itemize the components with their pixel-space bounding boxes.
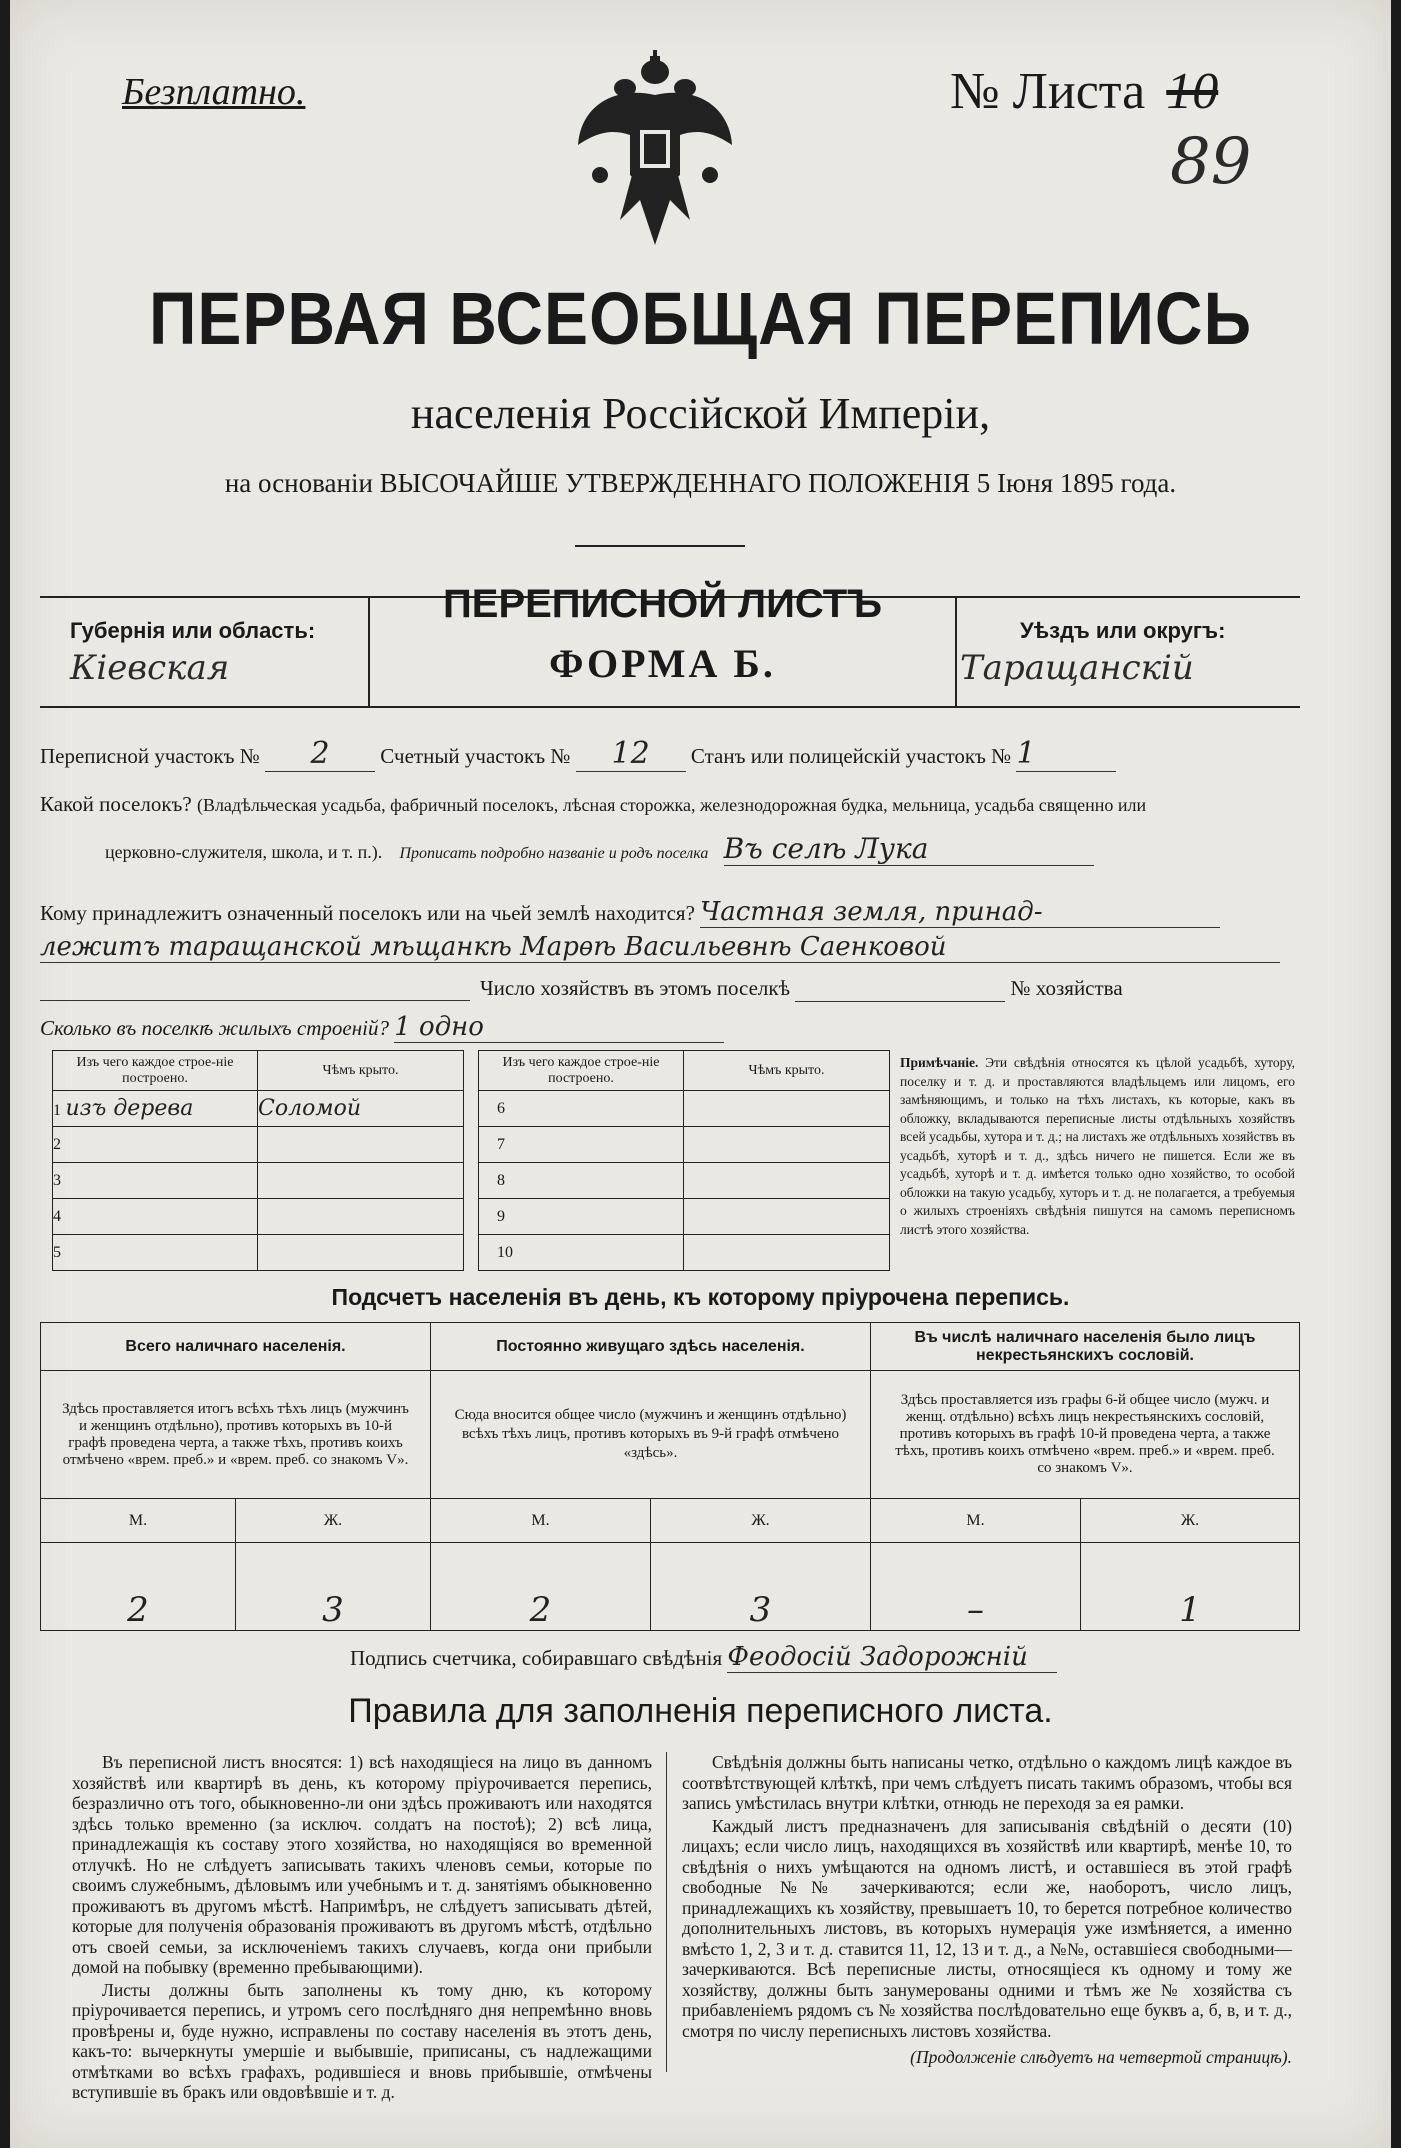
pop-col1-title: Всего наличнаго населенія. (41, 1323, 431, 1371)
table-row: 5 (53, 1235, 464, 1271)
title-divider (575, 545, 745, 547)
district-numbers-row (40, 736, 1300, 770)
settlement-label: Какой поселокъ? (40, 792, 192, 816)
pop-col2-text: Сюда вносится общее число (мужчинъ и женщинъ отдѣльно) всѣхъ тѣхъ лицъ, противъ которыхъ въ 9-й графѣ отмѣчено «здѣсь». (431, 1371, 871, 1499)
rules-left-p1: Въ переписной листъ вносятся: 1) всѣ находящіеся на лицо въ данномъ хозяйствѣ или квартирѣ въ день, къ которому пріурочивается перепись, безразлично отъ того, обыкновенно-ли они здѣсь проживаютъ или находятся здѣсь только временно (за исключ. солдатъ на постоѣ); 2) всѣ лица, принадлежащія къ составу этого хозяйства, но находящіяся во временной отлучкѣ. Но не слѣдуетъ записывать такихъ членовъ семьи, которые по своимъ служебнымъ, дѣловымъ или учебнымъ и т. д. занятіямъ обыкновенно проживаютъ въ другомъ мѣстѣ. Напримѣръ, не слѣдуетъ записывать дѣтей, которые для полученія образованія проживаютъ въ другомъ мѣстѣ, отдѣльно отъ своей семьи, за исключеніемъ такихъ случаевъ, когда они прибыли домой на побывку (временно пребывающими). (72, 1752, 652, 1977)
rules-column-divider (666, 1752, 667, 2072)
rules-left-column (72, 1752, 652, 2103)
table-row: 8 (479, 1163, 890, 1199)
owner-value-1: Частная земля, принад- (700, 897, 1220, 928)
note-title: Примѣчаніе. (900, 1055, 979, 1070)
population-table: Всего наличнаго населенія. Постоянно живущаго здѣсь населенія. Въ числѣ наличнаго населенія было лицъ некрестьянскихъ сословій. Здѣсь проставляется итогъ всѣхъ тѣхъ лицъ (мужчинъ и женщинъ отдѣльно), противъ которыхъ въ 10-й графѣ проведена черта, а также тѣхъ, противъ коихъ отмѣчено «врем. преб.» и «врем. преб. со знакомъ V». Сюда вносится общее число (мужчинъ и женщинъ отдѣльно) всѣхъ тѣхъ лицъ, противъ которыхъ въ 9-й графѣ отмѣчено «здѣсь». Здѣсь проставляется изъ графы 6-й общее число (мужч. и женщ. отдѣльно) всѣхъ лицъ некрестьянскихъ сословій, противъ которыхъ въ графѣ 10-й проведена черта, а также тѣхъ, противъ коихъ отмѣчено «врем. преб.» и «врем. преб. со знакомъ V». М. Ж. М. Ж. М. Ж. 2 3 2 3 – 1 (40, 1322, 1300, 1631)
pop-value: 1 (1081, 1543, 1300, 1631)
sheet-number-handwritten: 89 (1170, 125, 1252, 199)
rules-right-p1: Свѣдѣнія должны быть написаны четко, отдѣльно о каждомъ лицѣ каждое въ соотвѣтствующей клѣткѣ, при чемъ слѣдуетъ писать такимъ образомъ, чтобы вся запись умѣстилась внутри клѣтки, отнюдь не переходя за ея рамки. (682, 1752, 1292, 1813)
households-value (795, 976, 1005, 1002)
table-row: 1 изъ дерева Соломой (53, 1091, 464, 1127)
table-row: 9 (479, 1199, 890, 1235)
pop-value: – (871, 1543, 1081, 1631)
households-row (480, 976, 1123, 1002)
form-title: ПЕРЕПИСНОЙ ЛИСТЪ (443, 582, 882, 626)
stan-label: Станъ или полицейскій участокъ № (690, 744, 1012, 768)
pop-values-row (41, 1543, 1300, 1631)
population-heading: Подсчетъ населенія въ день, къ которому пріурочена перепись. (331, 1284, 1070, 1310)
count-district-label: Счетный участокъ № (380, 744, 571, 768)
table-row: 4 (53, 1199, 464, 1235)
owner-label: Кому принадлежитъ означенный поселокъ или на чьей землѣ находится? (40, 901, 695, 925)
province-label: Губернія или область: (70, 618, 316, 643)
district-value: Таращанскій (960, 648, 1194, 688)
free-label: Безплатно. (122, 71, 306, 113)
owner-row-1 (40, 897, 1300, 928)
households-label: Число хозяйствъ въ этомъ поселкѣ (480, 976, 790, 1000)
pop-value: 2 (41, 1543, 236, 1631)
document-basis: на основаніи ВЫСОЧАЙШЕ УТВЕРЖДЕННАГО ПОЛОЖЕНІЯ 5 Іюня 1895 года. (224, 468, 1177, 498)
rules-right-column (682, 1752, 1292, 2068)
pop-zh-header: Ж. (236, 1499, 431, 1543)
form-subtitle: ФОРМА Б. (549, 641, 776, 686)
table-row: 2 (53, 1127, 464, 1163)
buildings-note (900, 1054, 1295, 1239)
table-row: 3 (53, 1163, 464, 1199)
owner-value-2: лежитъ таращанской мѣщанкѣ Марѳѣ Васильевнѣ Саенковой (40, 932, 1280, 963)
census-district-label: Переписной участокъ № (40, 744, 260, 768)
settlement-value: Въ селѣ Лука (724, 832, 1094, 866)
table-row: 7 (479, 1127, 890, 1163)
buildings-table-left (52, 1050, 464, 1271)
signature-label: Подпись счетчика, собиравшаго свѣдѣнія (350, 1646, 723, 1670)
rules-right-p2: Каждый листъ предназначенъ для записыванія свѣдѣній о десяти (10) лицахъ; если число лицъ, находящихся въ хозяйствѣ или квартирѣ, менѣе 10, то свѣдѣнія о нихъ умѣщаются на одномъ листѣ, и оставшіеся въ этой графѣ свободные №№ зачеркиваются; если же, наоборотъ, число лицъ, принадлежащихъ къ хозяйству, превышаетъ 10, то берется потребное количество дополнительныхъ листовъ, въ которыхъ нумерація уже измѣняется, а именно вмѣсто 1, 2, 3 и т. д. ставится 11, 12, 13 и т. д., а №№, оставшіеся свободными—зачеркиваются. Всѣ переписные листы, относящіеся къ одному и тому же хозяйству, должны быть занумерованы одними и тѣмъ же № хозяйства съ прибавленіемъ рядомъ съ № хозяйства послѣдовательно еще буквъ а, б, в, и т. д., смотря по числу переписныхъ листовъ хозяйства. (682, 1815, 1292, 2041)
household-no-label: № хозяйства (1010, 976, 1123, 1000)
pop-col3-title: Въ числѣ наличнаго населенія было лицъ некрестьянскихъ сословій. (871, 1323, 1300, 1371)
province-value: Кіевская (70, 648, 230, 688)
settlement-hint-2: церковно-служителя, школа, и т. п.). (105, 842, 383, 862)
signature-value: Феодосій Задорожній (727, 1642, 1057, 1673)
buildings-label: Сколько въ поселкѣ жилыхъ строеній? (40, 1016, 389, 1040)
table-row: 6 (479, 1091, 890, 1127)
buildings-value: 1 одно (394, 1012, 724, 1043)
stan-value: 1 (1016, 736, 1116, 772)
count-district-value: 12 (576, 736, 686, 772)
pop-col3-text: Здѣсь проставляется изъ графы 6-й общее число (мужч. и женщ. отдѣльно) всѣхъ лицъ некрестьянскихъ сословій, противъ которыхъ въ графѣ 10-й проведена черта, а также тѣхъ, противъ коихъ отмѣчено «врем. преб.» и «врем. преб. со знакомъ V». (871, 1371, 1300, 1499)
buildings-table-right: Изъ чего каждое строе-ніе построено. Чѣмъ крыто. 6 7 8 9 10 (478, 1050, 890, 1271)
district-label: Уѣздъ или округъ: (1020, 618, 1226, 643)
sheet-number (950, 62, 1218, 121)
document-title: ПЕРВАЯ ВСЕОБЩАЯ ПЕРЕПИСЬ (148, 276, 1253, 360)
pop-col1-text: Здѣсь проставляется итогъ всѣхъ тѣхъ лицъ (мужчинъ и женщинъ отдѣльно), противъ которыхъ въ 10-й графѣ проведена черта, а также тѣхъ, противъ коихъ отмѣчено «врем. преб.» и «врем. преб. со знакомъ V». (41, 1371, 431, 1499)
table-row: 10 (479, 1235, 890, 1271)
households-left-line (40, 1000, 470, 1001)
document-subtitle: населенія Россійской Имперіи, (410, 389, 991, 438)
note-text: Эти свѣдѣнія относятся къ цѣлой усадьбѣ, хутору, поселку и т. д. и проставляются владѣльцемъ или лицомъ, его замѣняющимъ, и только на тѣхъ листахъ, къ которые, какъ въ обложку, вкладываются переписные листы отдѣльныхъ хозяйствъ всей усадьбы, хутора и т. д.; на листахъ же отдѣльныхъ хозяйствъ въ усадьбѣ, хуторѣ и т. д., здѣсь ничего не пишется. Если же въ усадьбѣ, хуторѣ и т. д. имѣется только одно хозяйство, то особой обложки на такую усадьбу, хуторъ и т. д. не полагается, а требуемыя о жилыхъ строеніяхъ свѣдѣнія пишутся на самомъ переписномъ листѣ этого хозяйства. (900, 1055, 1295, 1237)
buildings-col-roof: Чѣмъ крыто. (258, 1051, 464, 1091)
rules-continued: (Продолженіе слѣдуетъ на четвертой страницѣ). (910, 2047, 1292, 2067)
sheet-number-printed: 10 (1166, 63, 1219, 120)
settlement-hint-3: Прописать подробно названіе и родъ поселка (399, 845, 709, 862)
section-bottom-rule (40, 706, 1300, 708)
census-district-value: 2 (265, 736, 375, 772)
settlement-row-2 (105, 832, 1300, 866)
imperial-eagle-emblem-icon (570, 50, 740, 250)
buildings-row (40, 1012, 724, 1043)
census-form-sheet (10, 0, 1391, 2148)
signature-row (350, 1642, 1057, 1673)
rules-title: Правила для заполненія переписного листа. (348, 1692, 1053, 1730)
sheet-number-label: № Листа (950, 63, 1146, 120)
settlement-row-1 (40, 792, 1300, 817)
pop-m-header: М. (41, 1499, 236, 1543)
rules-left-p2: Листы должны быть заполнены къ тому дню, къ которому пріурочивается перепись, и утромъ сего послѣдняго дня непремѣнно вновь провѣрены и, буде нужно, исправлены по составу населенія въ этотъ день, какъ-то: вычеркнуты умершіе и выбывшіе, приписаны, съ надлежащими отмѣтками во всѣхъ графахъ, родившіеся и вновь прибывшіе, отмѣчены вступившіе въ бракъ или овдовѣвшіе и т. д. (72, 1979, 652, 2102)
pop-value: 3 (236, 1543, 431, 1631)
pop-col2-title: Постоянно живущаго здѣсь населенія. (431, 1323, 871, 1371)
buildings-col-material: Изъ чего каждое строе-ніе построено. (53, 1051, 258, 1091)
settlement-hint-1: (Владѣльческая усадьба, фабричный поселокъ, лѣсная сторожка, железнодорожная будка, мельница, усадьба священно или (196, 795, 1147, 815)
pop-value: 2 (431, 1543, 651, 1631)
pop-value: 3 (651, 1543, 871, 1631)
